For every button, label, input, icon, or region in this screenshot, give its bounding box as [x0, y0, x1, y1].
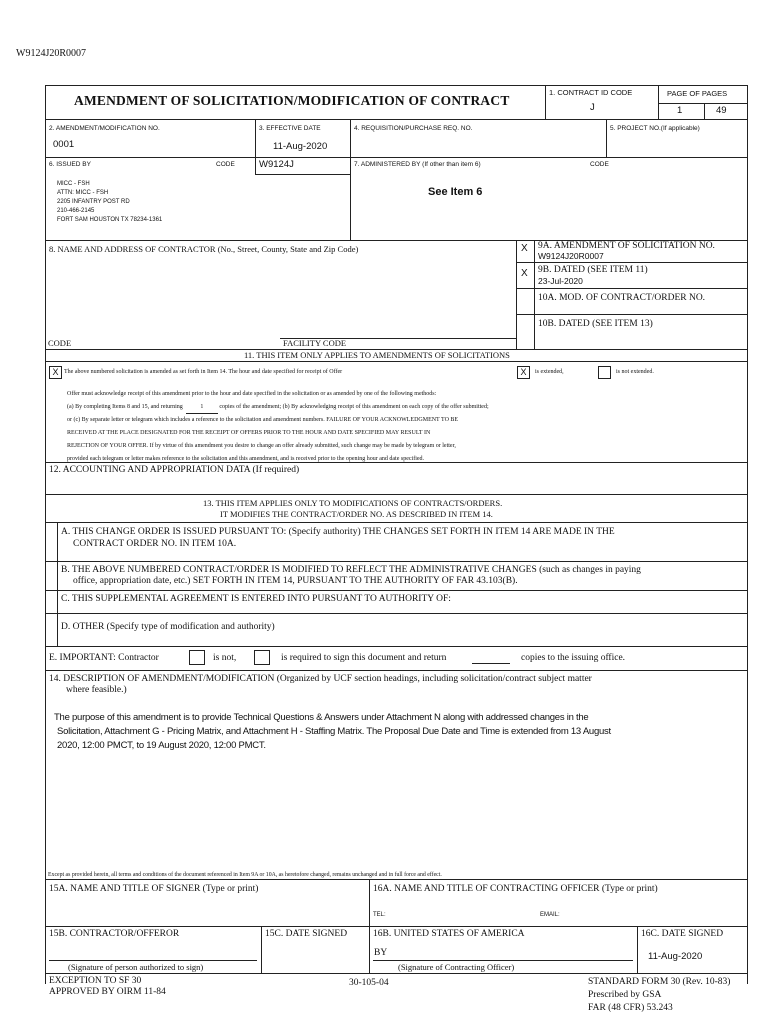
email-label: EMAIL:	[540, 912, 560, 918]
footer-form-number: 30-105-04	[349, 978, 389, 988]
by-label: BY	[374, 948, 388, 958]
is-extended-checkbox[interactable]: X	[517, 366, 530, 379]
is-not-checkbox[interactable]	[189, 650, 205, 665]
amendment-description: The purpose of this amendment is to provide Technical Questions & Answers under Attachment N along with addressed changes in the Solicitation, Attachment G - Pricing Matrix, and Attachment H - Staffing Matrix. The Proposal Due Date and Time is extended from 13 August 2020, 12:00 PMCT, to 19 August 2020, 12:00 PMCT.	[54, 712, 611, 751]
issued-by-address: MICC - FSH ATTN: MICC - FSH 2205 INFANTRY POST RD 210-466-2145 FORT SAM HOUSTON TX 78234-1361	[57, 181, 163, 223]
item9a-check[interactable]: X	[521, 243, 528, 254]
item11-text: The above numbered solicitation is amended as set forth in Item 14. The hour and date specified for receipt of Offer	[64, 369, 343, 375]
header-solicitation-code: W9124J20R0007	[16, 48, 86, 59]
is-not-extended-label: is not extended.	[616, 369, 654, 375]
tel-label: TEL:	[373, 912, 386, 918]
form-title: AMENDMENT OF SOLICITATION/MODIFICATION OF CONTRACT	[74, 93, 510, 108]
item14-label: 14. DESCRIPTION OF AMENDMENT/MODIFICATION (Organized by UCF section headings, including solicitation/contract subject matter where feasible.)	[49, 674, 592, 695]
item2-label: 2. AMENDMENT/MODIFICATION NO.	[49, 125, 160, 132]
item10a-label: 10A. MOD. OF CONTRACT/ORDER NO.	[538, 293, 706, 303]
solicitation-number: W9124J20R0007	[538, 251, 604, 261]
contractor-signature-line[interactable]	[49, 960, 257, 961]
item16a-label: 16A. NAME AND TITLE OF CONTRACTING OFFICER (Type or print)	[373, 884, 658, 894]
item15b-label: 15B. CONTRACTOR/OFFEROR	[49, 929, 180, 939]
is-extended-label: is extended,	[535, 369, 564, 375]
item11-amended-checkbox[interactable]: X	[49, 366, 62, 379]
item6-label: 6. ISSUED BY	[49, 161, 91, 168]
footer-left: EXCEPTION TO SF 30 APPROVED BY OIRM 11-84	[49, 976, 166, 997]
item9b-label: 9B. DATED (SEE ITEM 11)	[538, 265, 648, 275]
contracting-officer-signature-line[interactable]	[373, 960, 633, 961]
item13-heading1: 13. THIS ITEM APPLIES ONLY TO MODIFICATIONS OF CONTRACTS/ORDERS.	[203, 498, 503, 508]
item15c-label: 15C. DATE SIGNED	[265, 929, 348, 939]
copies-count[interactable]: 1	[186, 401, 218, 415]
item14-footer-note: Except as provided herein, all terms and conditions of the document referenced in Item 9A or 10A, as heretofore changed, remains unchanged and in full force and effect.	[48, 872, 442, 878]
is-not-extended-checkbox[interactable]	[598, 366, 611, 379]
page-number: 1	[677, 105, 683, 116]
item13-heading2: IT MODIFIES THE CONTRACT/ORDER NO. AS DESCRIBED IN ITEM 14.	[220, 509, 493, 519]
item13d-text: D. OTHER (Specify type of modification and authority)	[61, 622, 275, 632]
item16b-label: 16B. UNITED STATES OF AMERICA	[373, 929, 525, 939]
item7-label: 7. ADMINISTERED BY (If other than item 6)	[354, 161, 481, 168]
item15a-label: 15A. NAME AND TITLE OF SIGNER (Type or print)	[49, 884, 259, 894]
administered-by-value: See Item 6	[428, 186, 483, 198]
page-count: 49	[716, 105, 727, 116]
item9b-check[interactable]: X	[521, 268, 528, 279]
amendment-number: 0001	[53, 139, 75, 150]
item7-code-label: CODE	[590, 161, 609, 168]
return-copies-blank[interactable]	[472, 663, 510, 664]
item12-label: 12. ACCOUNTING AND APPROPRIATION DATA (If required)	[49, 465, 300, 475]
contracting-officer-signature-caption: (Signature of Contracting Officer)	[398, 962, 515, 972]
effective-date: 11-Aug-2020	[273, 141, 328, 152]
officer-date-signed: 11-Aug-2020	[648, 951, 703, 962]
item4-label: 4. REQUISITION/PURCHASE REQ. NO.	[354, 125, 473, 132]
solicitation-dated: 23-Jul-2020	[538, 276, 583, 286]
page-of-pages-label: PAGE OF PAGES	[667, 89, 728, 98]
item13b-text: B. THE ABOVE NUMBERED CONTRACT/ORDER IS MODIFIED TO REFLECT THE ADMINISTRATIVE CHANGES (such as changes in paying office, appropriation date, etc.) SET FORTH IN ITEM 14, PURSUANT TO THE AUTHORITY OF FAR 43.103(B).	[61, 565, 641, 586]
item11-instructions: Offer must acknowledge receipt of this amendment prior to the hour and date specified in the solicitation or as amended by one of the following methods: (a) By completing Items 8 and 15, and returning 1 copies of the amendment; (b) By acknowledging receipt of this amendment on each copy of the offer submitted; or (c) By separate letter or telegram which includes a reference to the solicitation and amendment numbers. FAILURE OF YOUR ACKNOWLEDGMENT TO BE RECEIVED AT THE PLACE DESIGNATED FOR THE RECEIPT OF OFFERS PRIOR TO THE HOUR AND DATE SPECIFIED MAY RESULT IN REJECTION OF YOUR OFFER. If by virtue of this amendment you desire to change an offer already submitted, such change may be made by telegram or letter, provided each telegram or letter makes reference to the solicitation and this amendment, and is received prior to the opening hour and date specified.	[67, 391, 489, 462]
item13a-text: A. THIS CHANGE ORDER IS ISSUED PURSUANT TO: (Specify authority) THE CHANGES SET FORTH IN ITEM 14 ARE MADE IN THE CONTRACT ORDER NO. IN ITEM 10A.	[61, 527, 615, 549]
item9a-label: 9A. AMENDMENT OF SOLICITATION NO.	[538, 241, 715, 251]
is-required-checkbox[interactable]	[254, 650, 270, 665]
contract-id-code-label: 1. CONTRACT ID CODE	[549, 88, 633, 97]
item16c-label: 16C. DATE SIGNED	[641, 929, 724, 939]
item10b-label: 10B. DATED (SEE ITEM 13)	[538, 319, 653, 329]
code-label: CODE	[48, 338, 72, 348]
item8-label: 8. NAME AND ADDRESS OF CONTRACTOR (No., Street, County, State and Zip Code)	[49, 244, 359, 254]
item3-label: 3. EFFECTIVE DATE	[259, 125, 321, 132]
footer-right: STANDARD FORM 30 (Rev. 10-83) Prescribed by GSA FAR (48 CFR) 53.243	[588, 977, 731, 1013]
item13c-text: C. THIS SUPPLEMENTAL AGREEMENT IS ENTERED INTO PURSUANT TO AUTHORITY OF:	[61, 594, 451, 604]
issued-by-code: W9124J	[259, 159, 294, 170]
is-required-label: is required to sign this document and return	[281, 653, 447, 663]
item6-code-label: CODE	[216, 161, 235, 168]
contractor-signature-caption: (Signature of person authorized to sign)	[68, 962, 204, 972]
copies-to-office-label: copies to the issuing office.	[521, 653, 626, 663]
item11-heading: 11. THIS ITEM ONLY APPLIES TO AMENDMENTS OF SOLICITATIONS	[244, 350, 510, 360]
facility-code-label: FACILITY CODE	[283, 338, 347, 348]
is-not-label: is not,	[213, 653, 237, 663]
contract-id-code-value: J	[590, 102, 595, 113]
item5-label: 5. PROJECT NO.(If applicable)	[610, 125, 700, 132]
itemE-label: E. IMPORTANT: Contractor	[49, 653, 159, 663]
